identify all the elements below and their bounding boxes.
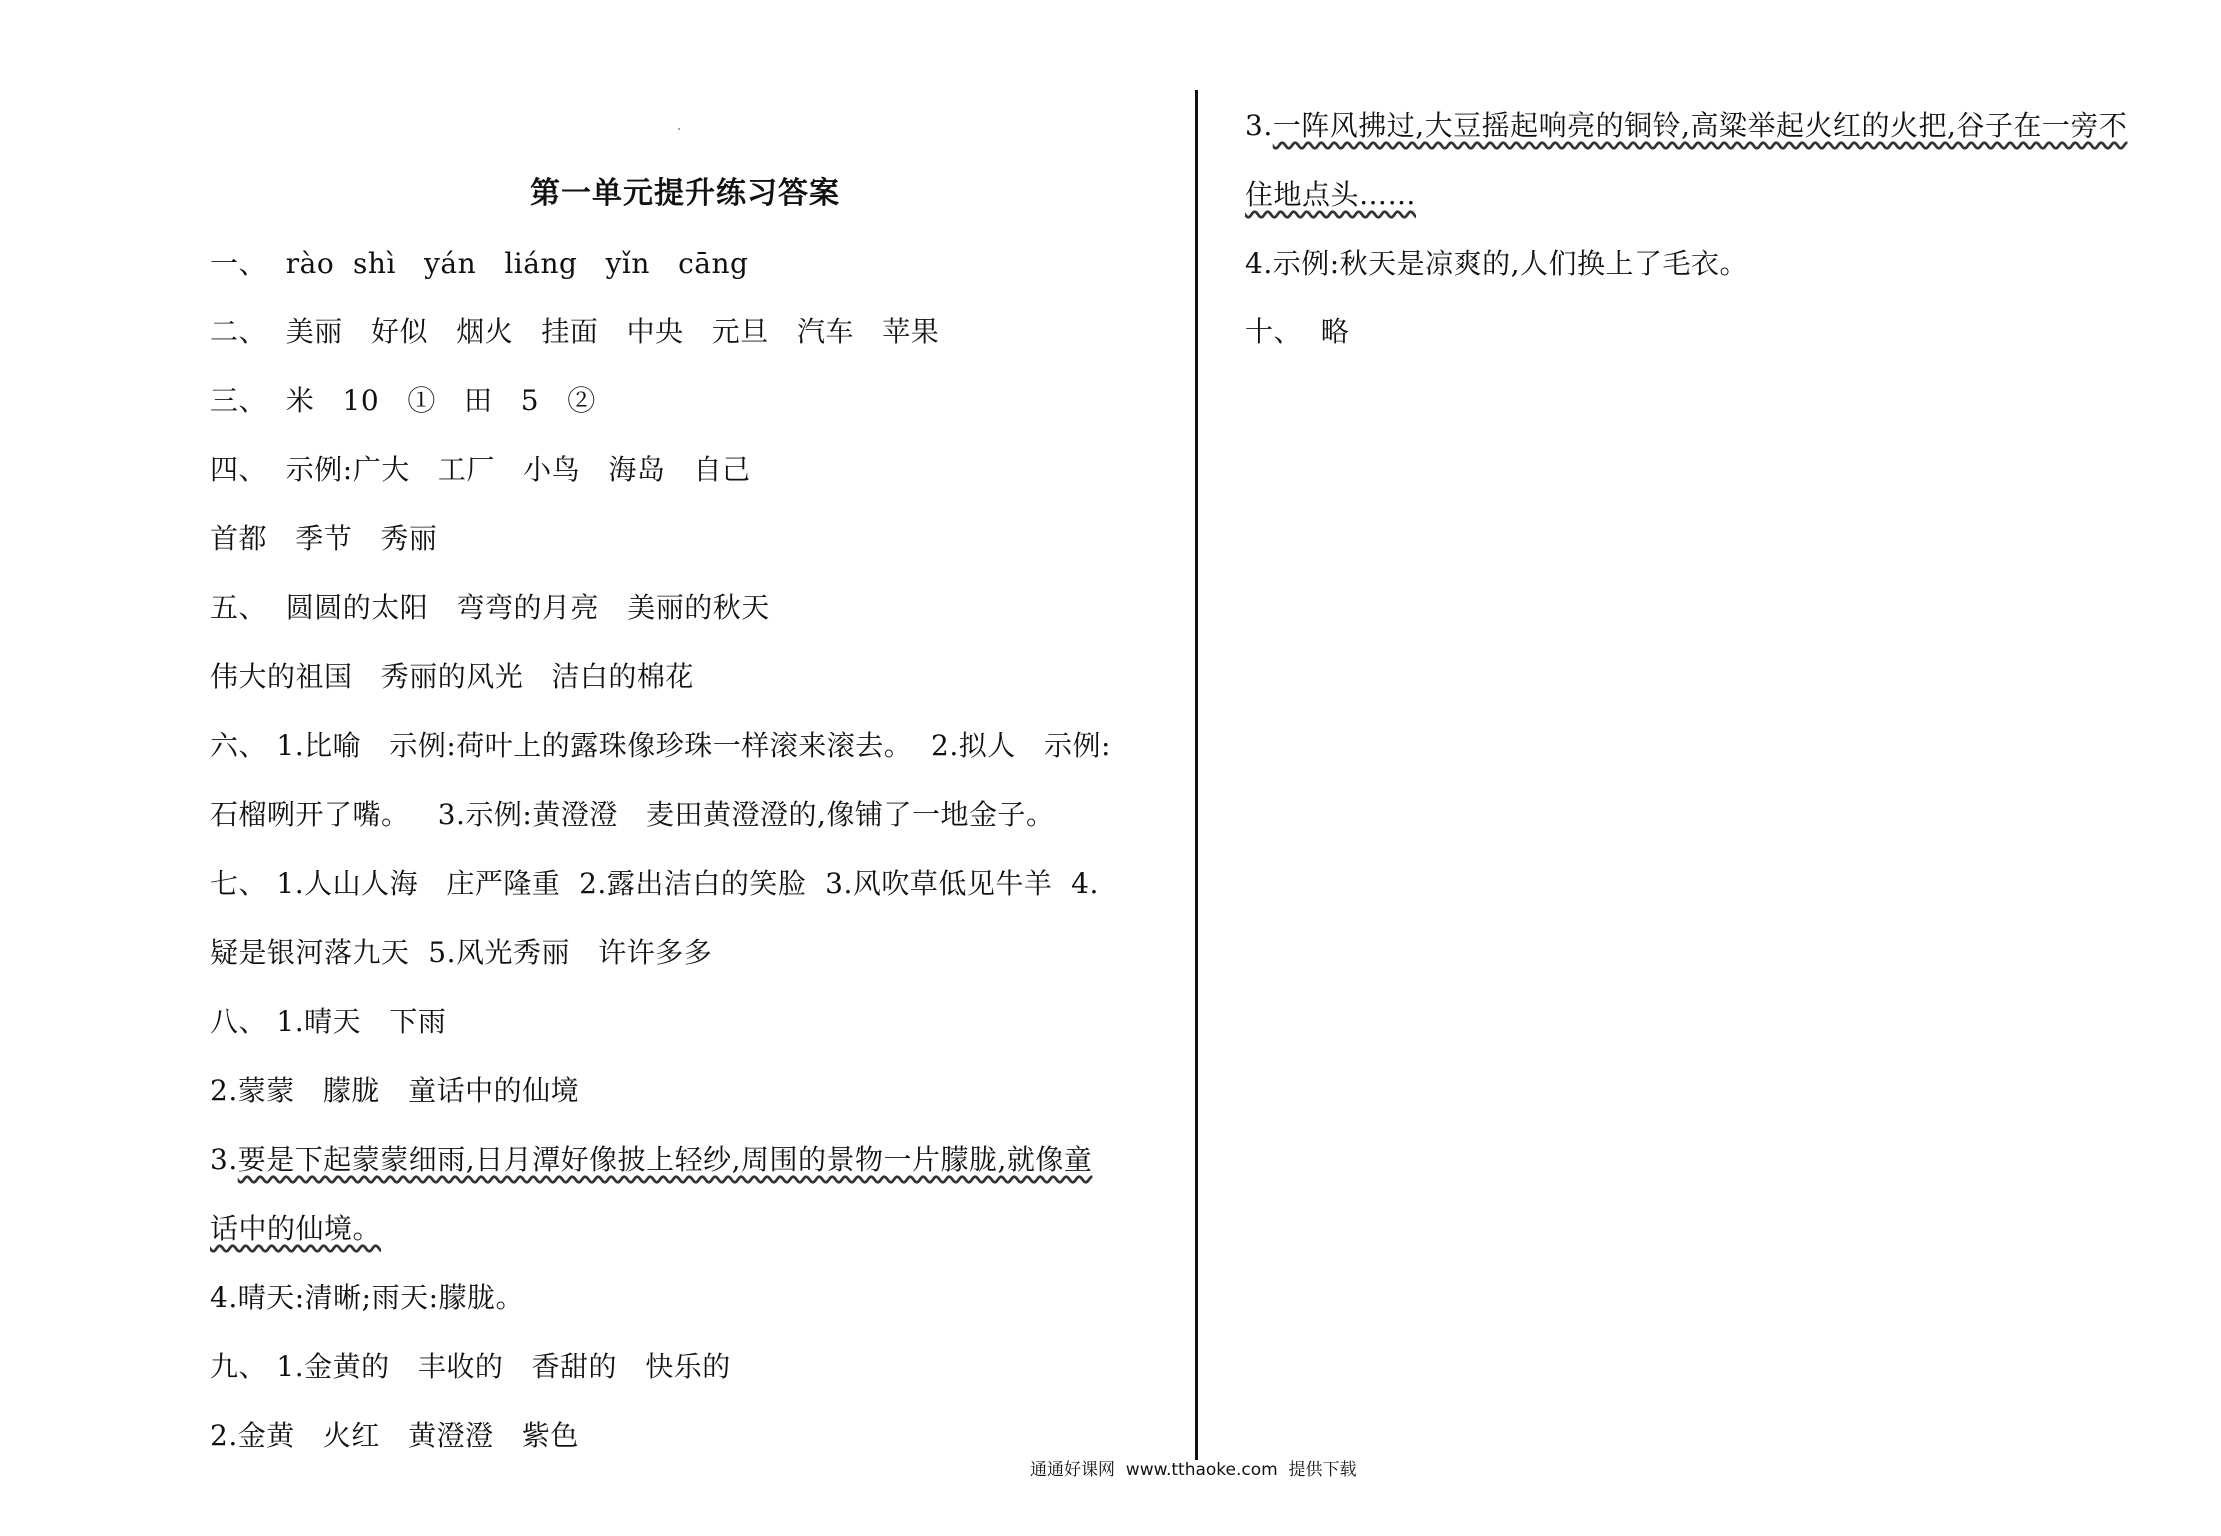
answer-line: 七、 1.人山人海 庄严隆重 2.露出洁白的笑脸 3.风吹草低见牛羊 4. xyxy=(210,867,1099,900)
answer-line: 十、 略 xyxy=(1245,315,1350,348)
footer-text: 通通好课网 www.tthaoke.com 提供下载 xyxy=(1030,1460,1357,1480)
document-title: 第一单元提升练习答案 xyxy=(530,176,840,211)
answer-line: 2.金黄 火红 黄澄澄 紫色 xyxy=(210,1419,579,1452)
answer-line: 一、 ràο shì yán liáng yǐn cāng xyxy=(210,247,749,280)
answer-line: 4.晴天:清晰;雨天:朦胧。 xyxy=(210,1281,525,1314)
answer-number: 3. xyxy=(210,1143,238,1176)
answer-line: 首都 季节 秀丽 xyxy=(210,522,438,555)
answer-line: 伟大的祖国 秀丽的风光 洁白的棉花 xyxy=(210,660,694,693)
stray-dot xyxy=(678,128,680,130)
answer-line: 四、 示例:广大 工厂 小鸟 海岛 自己 xyxy=(210,453,751,486)
answer-line: 4.示例:秋天是凉爽的,人们换上了毛衣。 xyxy=(1245,247,1749,280)
answer-line: 三、 米 10 ① 田 5 ② xyxy=(210,384,596,417)
answer-line-underlined xyxy=(1245,108,2127,144)
answer-number: 3. xyxy=(1245,109,1273,142)
underlined-sentence: 话中的仙境。 xyxy=(210,1212,382,1245)
answer-line: 六、 1.比喻 示例:荷叶上的露珠像珍珠一样滚来滚去。 2.拟人 示例: xyxy=(210,729,1111,762)
answer-line: 二、 美丽 好似 烟火 挂面 中央 元旦 汽车 苹果 xyxy=(210,315,940,348)
answer-line-underlined xyxy=(210,1142,1092,1178)
answer-line: 九、 1.金黄的 丰收的 香甜的 快乐的 xyxy=(210,1350,731,1383)
column-divider xyxy=(1195,90,1198,1460)
answer-line: 石榴咧开了嘴。 3.示例:黄澄澄 麦田黄澄澄的,像铺了一地金子。 xyxy=(210,798,1055,831)
underlined-sentence: 住地点头…… xyxy=(1245,178,1417,211)
answer-line: 2.蒙蒙 朦胧 童话中的仙境 xyxy=(210,1074,580,1107)
underlined-sentence: 一阵风拂过,大豆摇起响亮的铜铃,高粱举起火红的火把,谷子在一旁不 xyxy=(1272,109,2128,142)
answer-line: 五、 圆圆的太阳 弯弯的月亮 美丽的秋天 xyxy=(210,591,770,624)
underlined-sentence: 要是下起蒙蒙细雨,日月潭好像披上轻纱,周围的景物一片朦胧,就像童 xyxy=(237,1143,1093,1176)
answer-line-underlined xyxy=(210,1211,381,1247)
answer-line: 疑是银河落九天 5.风光秀丽 许许多多 xyxy=(210,936,713,969)
answer-line-underlined xyxy=(1245,177,1416,213)
answer-line: 八、 1.晴天 下雨 xyxy=(210,1005,447,1038)
